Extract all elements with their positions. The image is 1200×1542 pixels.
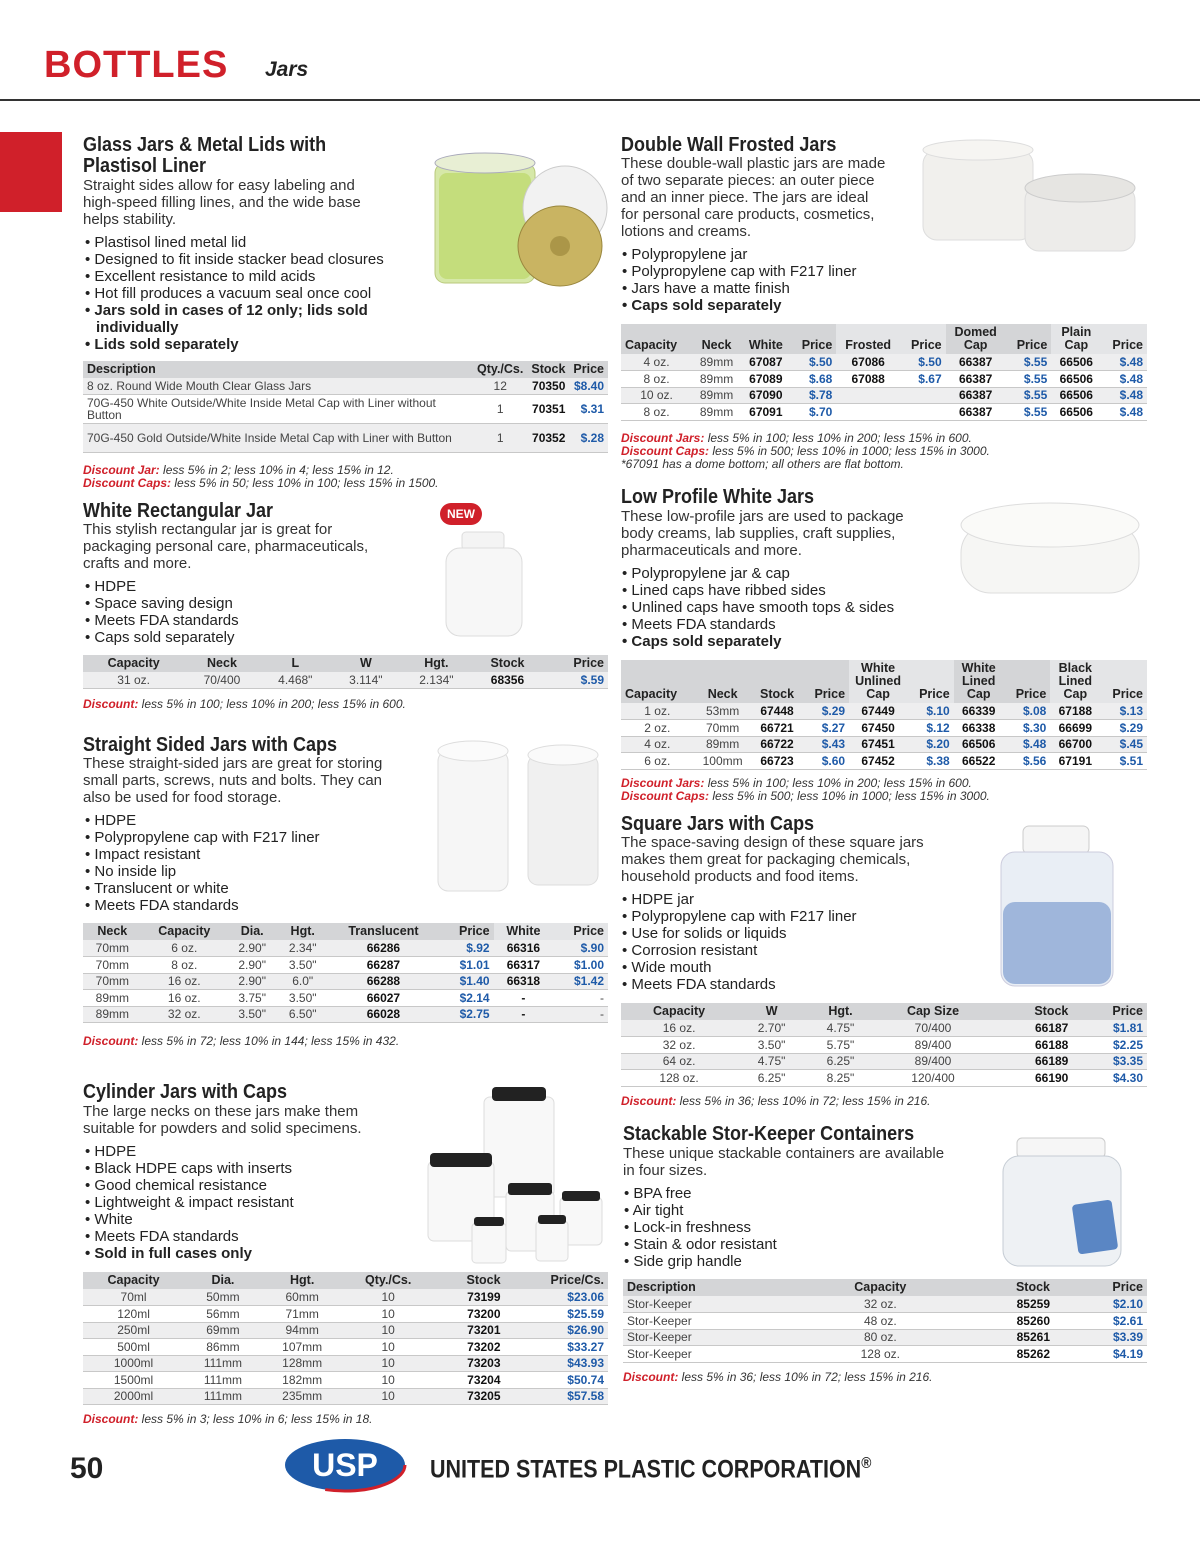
header-rule <box>0 99 1200 101</box>
frosted-title: Double Wall Frosted Jars <box>621 134 837 156</box>
straight-bullets <box>85 812 320 914</box>
stor-bullets <box>624 1185 777 1270</box>
bullet: • Lined caps have ribbed sides <box>622 582 894 599</box>
table-row: 128 oz. 6.25" 8.25" 120/400 66190 $4.30 <box>621 1070 1147 1087</box>
frosted-bullets <box>622 246 857 314</box>
straight-table: Neck Capacity Dia. Hgt. Translucent Price White Price 70mm 6 oz. 2.90" 2.34" 66286 $.92 66316 $.90 70mm 8 oz. 2.90" 3.50" 66287 $1.01 66317 $1.00 70mm 16 oz. 2.90" 6.0" 66288 $1.40 66318 $1.42 89mm 16 oz. 3.75" 3.50" 66027 $2.14 - - 89mm 32 oz. 3.50" 6.50" 66028 $2.75 - - <box>83 923 608 1023</box>
table-row: Stor-Keeper 32 oz. 85259 $2.10 <box>623 1296 1147 1313</box>
frosted-desc-4: for personal care products, cosmetics, <box>621 206 875 223</box>
bullet: • Excellent resistance to mild acids <box>85 268 384 285</box>
bullet: • Black HDPE caps with inserts <box>85 1160 294 1177</box>
new-badge: NEW <box>440 503 482 525</box>
straight-discount: Discount: less 5% in 72; less 10% in 144; less 15% in 432. <box>83 1034 400 1048</box>
glass-discount-jar: Discount Jar: less 5% in 2; less 10% in 4; less 15% in 12. <box>83 463 394 477</box>
stor-keeper-image <box>995 1132 1135 1272</box>
bullet: • Lids sold separately <box>85 336 384 353</box>
table-row: 8 oz. 89mm 67089 $.68 67088 $.67 66387 $.55 66506 $.48 <box>621 371 1147 388</box>
lowprofile-bullets <box>622 565 894 650</box>
table-row: 70mm 8 oz. 2.90" 3.50" 66287 $1.01 66317 $1.00 <box>83 957 608 974</box>
bullet: • BPA free <box>624 1185 777 1202</box>
frosted-desc-3: and an inner piece. The jars are ideal <box>621 189 869 206</box>
square-bullets <box>622 891 857 993</box>
bullet: • Stain & odor resistant <box>624 1236 777 1253</box>
bullet: • Translucent or white <box>85 880 320 897</box>
bullet: • HDPE <box>85 812 320 829</box>
glass-bullets <box>85 234 384 353</box>
table-row: 4 oz. 89mm 67087 $.50 67086 $.50 66387 $.55 66506 $.48 <box>621 354 1147 371</box>
lowprofile-discount-caps: Discount Caps: less 5% in 500; less 10% in 1000; less 15% in 3000. <box>621 789 990 803</box>
cylinder-desc-2: suitable for powders and solid specimens. <box>83 1120 362 1137</box>
table-row: 31 oz. 70/400 4.468" 3.114" 2.134" 68356 $.59 <box>83 672 608 689</box>
bullet: • Space saving design <box>85 595 239 612</box>
bullet: • Corrosion resistant <box>622 942 857 959</box>
bullet: • HDPE <box>85 1143 294 1160</box>
glass-desc-1: Straight sides allow for easy labeling and <box>83 177 355 194</box>
bullet: • Meets FDA standards <box>622 616 894 633</box>
bullet: • Jars sold in cases of 12 only; lids sold <box>85 302 384 319</box>
rectangular-jar-image <box>440 528 530 640</box>
rect-bullets <box>85 578 239 646</box>
table-row: 70G-450 Gold Outside/White Inside Metal Cap with Liner with Button 1 70352 $.28 <box>83 424 608 453</box>
glass-discount-caps: Discount Caps: less 5% in 50; less 10% in 100; less 15% in 1500. <box>83 476 439 490</box>
straight-desc-2: small parts, screws, nuts and bolts. They can <box>83 772 383 789</box>
cylinder-jars-image <box>420 1085 610 1270</box>
table-row: 64 oz. 4.75" 6.25" 89/400 66189 $3.35 <box>621 1053 1147 1070</box>
stor-title: Stackable Stor-Keeper Containers <box>623 1123 915 1145</box>
bullet-continuation: individually <box>96 319 179 336</box>
stor-desc-1: These unique stackable containers are available <box>623 1145 945 1162</box>
stor-table: Description Capacity Stock Price Stor-Keeper 32 oz. 85259 $2.10 Stor-Keeper 48 oz. 85260 $2.61 Stor-Keeper 80 oz. 85261 $3.39 Stor-Keeper 128 oz. 85262 $4.19 <box>623 1279 1147 1363</box>
bullet: • Unlined caps have smooth tops & sides <box>622 599 894 616</box>
frosted-discount-jars: Discount Jars: less 5% in 100; less 10% in 200; less 15% in 600. <box>621 431 972 445</box>
glass-desc-3: helps stability. <box>83 211 177 228</box>
rect-desc-3: crafts and more. <box>83 555 192 572</box>
bullet: • Wide mouth <box>622 959 857 976</box>
glass-desc-2: high-speed filling lines, and the wide base <box>83 194 361 211</box>
corporation-name: UNITED STATES PLASTIC CORPORATION® <box>430 1455 872 1484</box>
table-row: 6 oz. 100mm 66723 $.60 67452 $.38 66522 $.56 67191 $.51 <box>621 753 1147 770</box>
frosted-discount-caps: Discount Caps: less 5% in 500; less 10% in 1000; less 15% in 3000. <box>621 444 990 458</box>
bullet: • Meets FDA standards <box>85 612 239 629</box>
table-row: 32 oz. 3.50" 5.75" 89/400 66188 $2.25 <box>621 1037 1147 1054</box>
square-title: Square Jars with Caps <box>621 813 815 835</box>
stor-discount: Discount: less 5% in 36; less 10% in 72; less 15% in 216. <box>623 1370 933 1384</box>
square-jar-image <box>995 822 1120 992</box>
square-discount: Discount: less 5% in 36; less 10% in 72; less 15% in 216. <box>621 1094 931 1108</box>
bullet: • Sold in full cases only <box>85 1245 294 1262</box>
lowprofile-desc-2: body creams, lab supplies, craft supplies, <box>621 525 896 542</box>
table-row: 70ml 50mm 60mm 10 73199 $23.06 <box>83 1289 608 1306</box>
table-row: 70mm 6 oz. 2.90" 2.34" 66286 $.92 66316 $.90 <box>83 940 608 957</box>
bullet: • Polypropylene jar & cap <box>622 565 894 582</box>
square-desc-3: household products and food items. <box>621 868 859 885</box>
glass-title-line1: Glass Jars & Metal Lids with <box>83 134 327 156</box>
frosted-jars-image <box>915 136 1150 266</box>
table-row: Stor-Keeper 48 oz. 85260 $2.61 <box>623 1313 1147 1330</box>
bullet: • Meets FDA standards <box>85 1228 294 1245</box>
rect-desc-1: This stylish rectangular jar is great for <box>83 521 333 538</box>
bullet: • Designed to fit inside stacker bead closures <box>85 251 384 268</box>
bullet: • Hot fill produces a vacuum seal once cool <box>85 285 384 302</box>
bullet: • Air tight <box>624 1202 777 1219</box>
bullet: • Polypropylene cap with F217 liner <box>622 908 857 925</box>
bullet: • Impact resistant <box>85 846 320 863</box>
cylinder-bullets <box>85 1143 294 1262</box>
bullet: • Caps sold separately <box>85 629 239 646</box>
straight-desc-3: also be used for food storage. <box>83 789 282 806</box>
rect-table: Capacity Neck L W Hgt. Stock Price 31 oz. 70/400 4.468" 3.114" 2.134" 68356 $.59 <box>83 655 608 689</box>
table-row: 250ml 69mm 94mm 10 73201 $26.90 <box>83 1322 608 1339</box>
table-row: 1000ml 111mm 128mm 10 73203 $43.93 <box>83 1355 608 1372</box>
cylinder-desc-1: The large necks on these jars make them <box>83 1103 359 1120</box>
lowprofile-desc-1: These low-profile jars are used to package <box>621 508 904 525</box>
frosted-desc-1: These double-wall plastic jars are made <box>621 155 886 172</box>
glass-jar-image <box>425 148 610 293</box>
cylinder-table: Capacity Dia. Hgt. Qty./Cs. Stock Price/Cs. 70ml 50mm 60mm 10 73199 $23.06 120ml 56mm 71mm 10 73200 $25.59 250ml 69mm 94mm 10 73201 $26.90 500ml 86mm 107mm 10 73202 $33.27 1000ml 111mm 128mm 10 73203 $43.93 1500ml 111mm 182mm 10 73204 $50.74 2000ml 111mm 235mm 10 73205 $57.58 <box>83 1272 608 1405</box>
lowprofile-jar-image <box>955 495 1145 605</box>
bullet: • Caps sold separately <box>622 297 857 314</box>
table-row: 8 oz. Round Wide Mouth Clear Glass Jars 12 70350 $8.40 <box>83 378 608 395</box>
bullet: • Meets FDA standards <box>622 976 857 993</box>
bullet: • Use for solids or liquids <box>622 925 857 942</box>
rect-title: White Rectangular Jar <box>83 500 274 522</box>
table-row: 4 oz. 89mm 66722 $.43 67451 $.20 66506 $.48 66700 $.45 <box>621 736 1147 753</box>
usp-logo <box>280 1432 410 1498</box>
table-row: 500ml 86mm 107mm 10 73202 $33.27 <box>83 1339 608 1356</box>
bullet: • Side grip handle <box>624 1253 777 1270</box>
straight-jars-image <box>430 735 610 895</box>
bullet: • Good chemical resistance <box>85 1177 294 1194</box>
bullet: • Polypropylene cap with F217 liner <box>85 829 320 846</box>
rect-discount: Discount: less 5% in 100; less 10% in 200; less 15% in 600. <box>83 697 406 711</box>
svg-text:USP: USP <box>312 1447 378 1483</box>
bullet: • HDPE jar <box>622 891 857 908</box>
table-row: 8 oz. 89mm 67091 $.70 66387 $.55 66506 $.48 <box>621 404 1147 421</box>
table-row: 70G-450 White Outside/White Inside Metal Cap with Liner without Button 1 70351 $.31 <box>83 395 608 424</box>
straight-title: Straight Sided Jars with Caps <box>83 734 338 756</box>
lowprofile-table: Capacity Neck Stock Price White Unlined Cap Price White Lined Cap Price Black Lined Cap Price 1 oz. 53mm 67448 $.29 67449 $.10 66339 $.08 67188 $.13 2 oz. 70mm 66721 $.27 67450 $.12 66338 $.30 66699 $.29 4 oz. 89mm 66722 $.43 67451 $.20 66506 $.48 66700 $.45 6 oz. 100mm 66723 $.60 67452 $.38 66522 $.56 67191 $.51 <box>621 660 1147 770</box>
bullet: • Polypropylene jar <box>622 246 857 263</box>
bullet: • Jars have a matte finish <box>622 280 857 297</box>
frosted-table: Capacity Neck White Price Frosted Price Domed Cap Price Plain Cap Price 4 oz. 89mm 67087 $.50 67086 $.50 66387 $.55 66506 $.48 8 oz. 89mm 67089 $.68 67088 $.67 66387 $.55 66506 $.48 10 oz. 89mm 67090 $.78 66387 $.55 66506 $.48 8 oz. 89mm 67091 $.70 66387 $.55 66506 $.48 <box>621 324 1147 421</box>
table-row: Stor-Keeper 128 oz. 85262 $4.19 <box>623 1346 1147 1363</box>
cylinder-discount: Discount: less 5% in 3; less 10% in 6; less 15% in 18. <box>83 1412 373 1426</box>
lowprofile-desc-3: pharmaceuticals and more. <box>621 542 802 559</box>
frosted-desc-5: lotions and creams. <box>621 223 752 240</box>
frosted-desc-2: of two separate pieces: an outer piece <box>621 172 875 189</box>
table-row: 1 oz. 53mm 67448 $.29 67449 $.10 66339 $.08 67188 $.13 <box>621 703 1147 720</box>
bullet: • HDPE <box>85 578 239 595</box>
bullet: • Polypropylene cap with F217 liner <box>622 263 857 280</box>
bullet: • Lightweight & impact resistant <box>85 1194 294 1211</box>
frosted-note: *67091 has a dome bottom; all others are flat bottom. <box>621 457 904 471</box>
square-desc-1: The space-saving design of these square jars <box>621 834 924 851</box>
table-row: 89mm 16 oz. 3.75" 3.50" 66027 $2.14 - - <box>83 990 608 1007</box>
bullet: • No inside lip <box>85 863 320 880</box>
lowprofile-title: Low Profile White Jars <box>621 486 815 508</box>
table-row: 2000ml 111mm 235mm 10 73205 $57.58 <box>83 1388 608 1405</box>
table-row: 2 oz. 70mm 66721 $.27 67450 $.12 66338 $.30 66699 $.29 <box>621 720 1147 737</box>
lowprofile-discount-jars: Discount Jars: less 5% in 100; less 10% in 200; less 15% in 600. <box>621 776 972 790</box>
table-row: 1500ml 111mm 182mm 10 73204 $50.74 <box>83 1372 608 1389</box>
page-subtitle: Jars <box>265 58 309 81</box>
page-title: BOTTLES <box>44 44 229 86</box>
table-row: 16 oz. 2.70" 4.75" 70/400 66187 $1.81 <box>621 1020 1147 1037</box>
bullet: • Caps sold separately <box>622 633 894 650</box>
square-table: Capacity W Hgt. Cap Size Stock Price 16 oz. 2.70" 4.75" 70/400 66187 $1.81 32 oz. 3.50" 5.75" 89/400 66188 $2.25 64 oz. 4.75" 6.25" 89/400 66189 $3.35 128 oz. 6.25" 8.25" 120/400 66190 $4.30 <box>621 1003 1147 1087</box>
table-row: 89mm 32 oz. 3.50" 6.50" 66028 $2.75 - - <box>83 1006 608 1023</box>
glass-table: Description Qty./Cs. Stock Price 8 oz. Round Wide Mouth Clear Glass Jars 12 70350 $8.40 70G-450 White Outside/White Inside Metal Cap with Liner without Button 1 70351 $.31 70G-450 Gold Outside/White Inside Metal Cap with Liner with Button 1 70352 $.28 <box>83 361 608 453</box>
rect-desc-2: packaging personal care, pharmaceuticals, <box>83 538 369 555</box>
table-row: 70mm 16 oz. 2.90" 6.0" 66288 $1.40 66318 $1.42 <box>83 973 608 990</box>
section-tab-marker <box>0 132 62 212</box>
page-number: 50 <box>70 1452 104 1485</box>
cylinder-title: Cylinder Jars with Caps <box>83 1081 288 1103</box>
bullet: • White <box>85 1211 294 1228</box>
table-row: 120ml 56mm 71mm 10 73200 $25.59 <box>83 1306 608 1323</box>
stor-desc-2: in four sizes. <box>623 1162 708 1179</box>
bullet: • Lock-in freshness <box>624 1219 777 1236</box>
square-desc-2: makes them great for packaging chemicals, <box>621 851 911 868</box>
straight-desc-1: These straight-sided jars are great for storing <box>83 755 383 772</box>
table-row: 10 oz. 89mm 67090 $.78 66387 $.55 66506 $.48 <box>621 387 1147 404</box>
bullet: • Meets FDA standards <box>85 897 320 914</box>
bullet: • Plastisol lined metal lid <box>85 234 384 251</box>
glass-title-line2: Plastisol Liner <box>83 155 207 177</box>
table-row: Stor-Keeper 80 oz. 85261 $3.39 <box>623 1329 1147 1346</box>
